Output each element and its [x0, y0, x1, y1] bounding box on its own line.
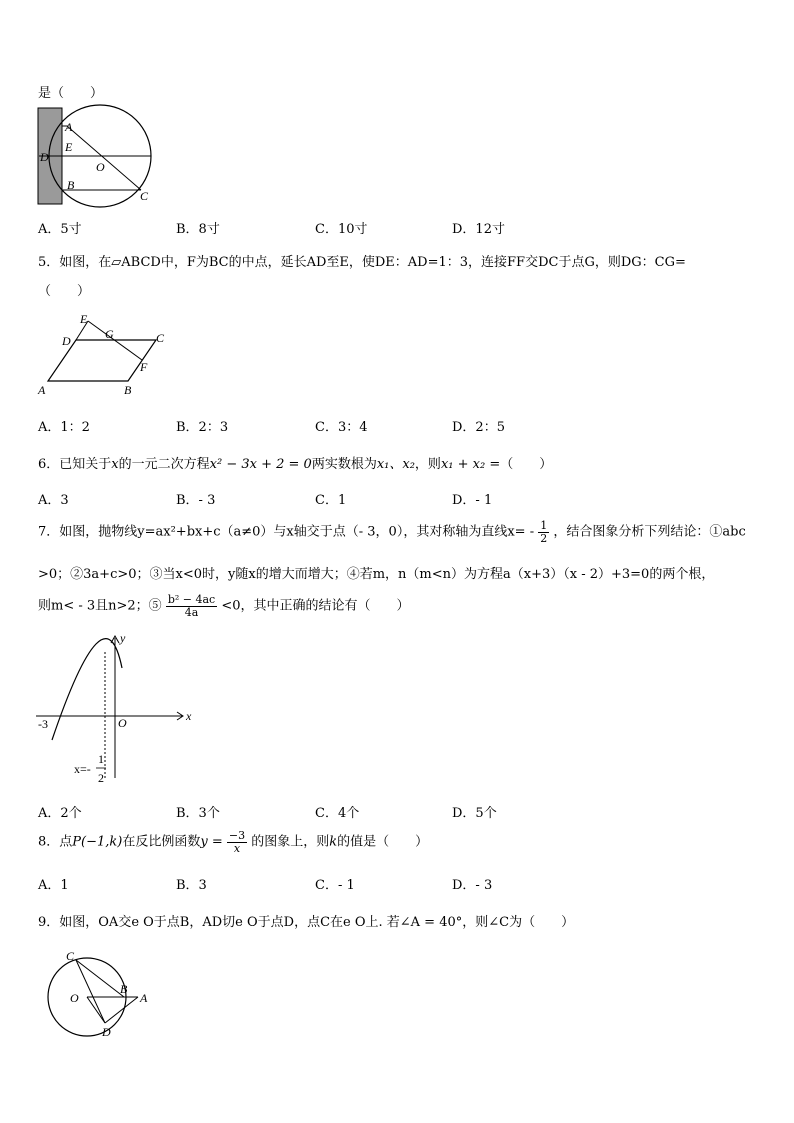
q7-label-O: O	[118, 716, 127, 730]
q6-option-b[interactable]: B．- 3	[176, 493, 216, 508]
q7-option-d[interactable]: D．5个	[452, 806, 497, 821]
q7-label-y: y	[120, 631, 126, 645]
q7-frac2-den: 4a	[184, 605, 199, 619]
q6-option-a[interactable]: A．3	[38, 493, 69, 508]
q7-fraction-half	[538, 520, 549, 544]
q5-label-F: F	[140, 360, 148, 374]
q8-func-den: x	[233, 841, 241, 855]
q5-parallelogram-figure	[34, 308, 174, 400]
q7-parabola-curve	[52, 639, 122, 740]
q4-option-d[interactable]: D．12寸	[452, 222, 505, 237]
q8-text-d: 的值是（ ）	[337, 834, 429, 850]
q8-func-lhs: y =	[200, 834, 223, 850]
q7-option-a[interactable]: A．2个	[38, 806, 82, 821]
q4-label-C: C	[140, 189, 149, 203]
q5-label-D: D	[62, 334, 71, 348]
q8-text-b: 在反比例函数	[122, 834, 201, 850]
q9-question: 9．如图，OA交e O于点B，AD切e O于点D，点C在e O上. 若∠A = 40°，则∠C为（ ）	[38, 915, 575, 930]
q4-label-A: A	[65, 120, 73, 134]
q8-func-num: −3	[228, 829, 246, 842]
q7-line1-b: ，结合图象分析下列结论：①abc	[553, 524, 746, 540]
q6-text-d: ，则	[414, 457, 441, 472]
q6-option-d[interactable]: D．- 1	[452, 493, 493, 508]
q7-fraction-discriminant	[166, 594, 217, 618]
q7-label-neg3: -3	[38, 717, 48, 731]
q6-option-c[interactable]: C．1	[315, 493, 347, 508]
q5-label-C: C	[156, 331, 165, 345]
q8-fraction	[227, 830, 247, 854]
q8-option-d[interactable]: D．- 3	[452, 878, 493, 893]
q7-option-c[interactable]: C．4个	[315, 806, 360, 821]
q8-var-k: k	[329, 834, 338, 850]
q6-sum: x₁ + x₂ =	[440, 457, 501, 472]
q9-label-D: D	[102, 1025, 111, 1039]
q7-label-x: x	[186, 709, 192, 723]
q8-text-c: 的图象上，则	[251, 834, 330, 850]
q7-frac-num: 1	[540, 519, 548, 532]
q6-text-b: 的一元二次方程	[118, 457, 210, 472]
q7-label-axis-den: 2	[98, 771, 104, 785]
q5-option-b[interactable]: B．2：3	[176, 420, 229, 435]
q8-option-a[interactable]: A．1	[38, 878, 69, 893]
q9-label-B: B	[120, 982, 128, 996]
q5-option-c[interactable]: C．3：4	[315, 420, 368, 435]
q6-roots: x₁、x₂	[376, 457, 415, 472]
q5-option-d[interactable]: D．2：5	[452, 420, 505, 435]
q7-label-axis-num: 1	[98, 752, 104, 766]
q4-label-O: O	[96, 160, 105, 174]
q8-question	[38, 830, 428, 854]
q4-label-E: E	[65, 140, 73, 154]
q6-text-e: （ ）	[500, 457, 553, 472]
q6-var-x: x	[111, 457, 119, 472]
q5-label-G: G	[105, 327, 114, 341]
q5-question-line1: 5．如图，在▱ABCD中，F为BC的中点，延长AD至E，使DE：AD=1：3，连接FF交DC于点G，则DG：CG=	[38, 255, 686, 270]
q7-frac-den: 2	[540, 531, 548, 545]
q4-option-a[interactable]: A．5寸	[38, 222, 82, 237]
q5-option-a[interactable]: A．1：2	[38, 420, 90, 435]
q7-line3-b: <0，其中正确的结论有（ ）	[221, 598, 410, 614]
q4-option-b[interactable]: B．8寸	[176, 222, 220, 237]
q6-text-c: 两实数根为	[311, 457, 377, 472]
q8-text-a: 8．点	[38, 834, 73, 850]
q4-figure	[34, 104, 164, 204]
q9-circle-figure	[40, 944, 160, 1040]
q8-option-c[interactable]: C．- 1	[315, 878, 355, 893]
q7-frac2-num: b² − 4ac	[167, 593, 216, 606]
q4-question-tail: 是（ ）	[38, 86, 104, 101]
q5-label-A: A	[38, 383, 46, 397]
q7-line1-a: 7．如图，抛物线y=ax²+bx+c（a≠0）与x轴交于点（- 3，0），其对称轴为直线x= -	[38, 524, 535, 540]
q9-label-O: O	[70, 991, 79, 1005]
q5-question-line2: （ ）	[38, 284, 91, 299]
q7-option-b[interactable]: B．3个	[176, 806, 220, 821]
q8-point: P(−1,k)	[72, 834, 123, 850]
q7-question-line2: >0；②3a+c>0；③当x<0时，y随x的增大而增大；④若m，n（m<n）为方程a（x+3）（x - 2）+3=0的两个根，	[38, 567, 715, 582]
q9-label-C: C	[66, 949, 75, 963]
q7-parabola-graph	[32, 628, 202, 788]
q7-question-line1	[38, 520, 746, 544]
q4-label-D: D	[40, 150, 49, 164]
q6-text-a: 6．已知关于	[38, 457, 112, 472]
q9-label-A: A	[140, 991, 148, 1005]
q8-option-b[interactable]: B．3	[176, 878, 207, 893]
q4-option-c[interactable]: C．10寸	[315, 222, 368, 237]
q7-question-line3	[38, 594, 410, 618]
q7-label-axis-x: x=-	[74, 762, 91, 776]
q5-label-E: E	[80, 312, 88, 326]
q5-label-B: B	[124, 383, 132, 397]
q6-equation: x² − 3x + 2 = 0	[209, 457, 312, 472]
q6-question	[38, 453, 552, 472]
q7-line3-a: 则m< - 3且n>2；⑤	[38, 598, 162, 614]
q4-label-B: B	[67, 178, 75, 192]
